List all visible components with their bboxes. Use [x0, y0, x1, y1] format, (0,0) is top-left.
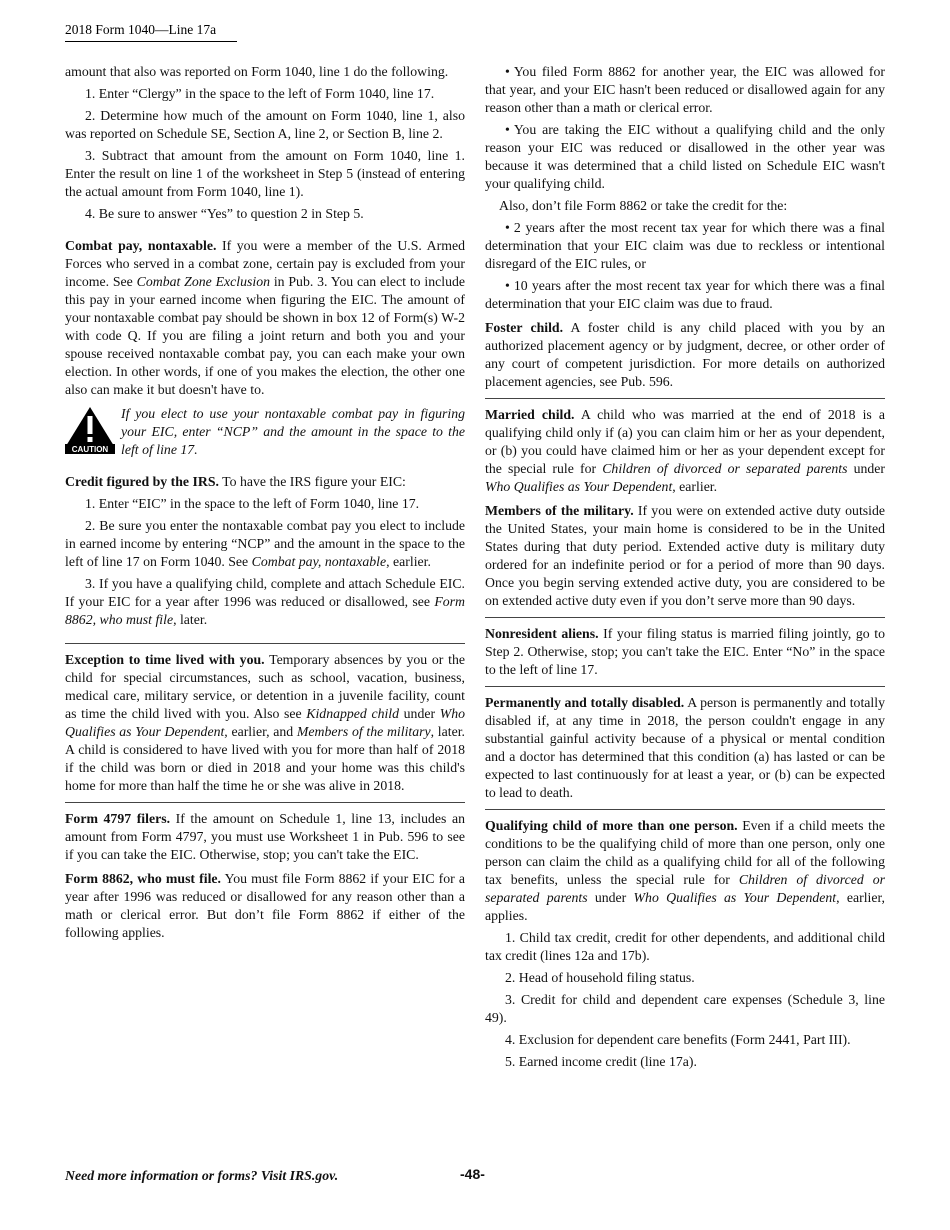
- exception-ref-2: Who Qualifies as Your Dependent: [65, 706, 465, 739]
- qualifying-ref-1: Children of divorced or separated parents: [485, 872, 885, 905]
- bullet-item: • 2 years after the most recent tax year for which there was a final determination that your EIC claim was due to reckless or intentional disregard of the EIC rules, or: [485, 220, 885, 271]
- form4797-text: If the amount on Schedule 1, line 13, includes an amount from Form 4797, you must use Worksheet 1 in Pub. 596 to see if you can take the EIC. Otherwise, stop; you can't take the EIC.: [65, 811, 466, 862]
- married-text-1: A child who was married at the end of 2018 is a qualifying child only if (a) you can claim him or her as your dependent, or (b) you could have claimed him or her as your dependent except for the special rule for: [485, 407, 885, 476]
- step3-ref: Form 8862, who must file: [65, 594, 465, 627]
- credit-irs-heading: Credit figured by the IRS.: [65, 474, 219, 489]
- exception-text-1: Temporary absences by you or the child for special circumstances, such as school, vacation, business, medical care, military service, or detention in a juvenile facility, count as time the child lived with you. Also see: [65, 652, 465, 721]
- married-text-3: , earlier.: [672, 479, 718, 494]
- clergy-step-2: 2. Determine how much of the amount on Form 1040, line 1, also was reported on Schedule SE, Section A, line 2, or Section B, line 2.: [65, 108, 465, 141]
- caution-icon-label: CAUTION: [71, 445, 109, 454]
- exception-paragraph: [65, 643, 465, 795]
- nonresident-text: If your filing status is married filing jointly, go to Step 2. Otherwise, stop; you can't take the EIC. Enter “No” in the space to the left of line 17.: [485, 626, 885, 677]
- page-number: -48-: [460, 1166, 485, 1182]
- left-column: [65, 63, 465, 946]
- combat-pay-paragraph: [65, 237, 465, 399]
- military-text: If you were on extended active duty outside the United States, your main home is considered to be in the United States during that duty period. Extended active duty is military duty ordered for an indefinite period or for a period of more than 90 days. Once you begin serving extended active duty, you are considered to be on extended active duty even if you don’t serve more than 90 days.: [485, 503, 886, 608]
- footer-note: Need more information or forms? Visit IRS.gov.: [65, 1168, 339, 1183]
- combat-text-2: in Pub. 3. You can elect to include this pay in your earned income when figuring the EIC. The amount of your nontaxable combat pay should be shown in box 12 of Form(s) W-2 with code Q. If you are filing a joint return and both you and your spouse received nontaxable combat pay, you can each make your own election. In other words, if one of you makes the election, the other one also can make it but doesn't have to.: [65, 274, 466, 397]
- bullet-item: • You are taking the EIC without a qualifying child and the only reason your EIC was reduced or disallowed in the other year was because it was determined that a child listed on Schedule EIC wasn't your qualifying child.: [485, 122, 885, 191]
- qualifying-text-3: , earlier, applies.: [485, 890, 885, 923]
- clergy-step-1: 1. Enter “Clergy” in the space to the left of Form 1040, line 17.: [85, 86, 435, 101]
- qualifying-item: 4. Exclusion for dependent care benefits (Form 2441, Part III).: [505, 1032, 851, 1047]
- nonresident-heading: Nonresident aliens.: [485, 626, 599, 641]
- step2-text-a: 2. Be sure you enter the nontaxable combat pay you elect to include in earned income by entering “NCP” and the amount in the space to the left of line 17 on Form 1040. See: [65, 518, 465, 569]
- nonresident-paragraph: [485, 617, 885, 679]
- qualifying-ref-2: Who Qualifies as Your Dependent: [633, 890, 837, 905]
- header-rule: [65, 41, 237, 42]
- step3-text-b: , later.: [173, 612, 208, 627]
- exception-heading: Exception to time lived with you.: [65, 652, 265, 667]
- credit-irs-step-1: 1. Enter “EIC” in the space to the left of Form 1040, line 17.: [85, 496, 420, 511]
- exception-ref-1: Kidnapped child: [306, 706, 400, 721]
- married-ref-2: Who Qualifies as Your Dependent: [485, 479, 673, 494]
- qualifying-item: 1. Child tax credit, credit for other dependents, and additional child tax credit (lines 12a and 17b).: [485, 930, 885, 963]
- clergy-step-4: 4. Be sure to answer “Yes” to question 2 in Step 5.: [85, 206, 364, 221]
- exception-text-3: , earlier, and: [224, 724, 297, 739]
- qualifying-item: 5. Earned income credit (line 17a).: [505, 1054, 697, 1069]
- credit-irs-paragraph: [65, 473, 465, 491]
- qualifying-text-1: Even if a child meets the conditions to be the qualifying child of more than one person, only one person can claim the child as a qualifying child for all of the following tax benefits, unless the special rule for: [485, 818, 885, 887]
- military-heading: Members of the military.: [485, 503, 634, 518]
- bullet-text: You filed Form 8862 for another year, the EIC was allowed for that year, and your EIC hasn't been reduced or disallowed again for any reason other than a math or clerical error.: [485, 64, 885, 115]
- caution-icon: [65, 406, 115, 454]
- bullet-text: You are taking the EIC without a qualifying child and the only reason your EIC was reduced or disallowed in the other year was because it was determined that a child listed on Schedule EIC wasn't your qualifying child.: [485, 122, 885, 191]
- right-column: [485, 63, 885, 1075]
- qualifying-item: 2. Head of household filing status.: [505, 970, 695, 985]
- qualifying-paragraph: [485, 809, 885, 925]
- running-header: 2018 Form 1040—Line 17a: [65, 22, 217, 37]
- bullet-text: 10 years after the most recent tax year for which there was a final determination that your EIC claim was due to fraud.: [485, 278, 885, 311]
- married-heading: Married child.: [485, 407, 575, 422]
- foster-heading: Foster child.: [485, 320, 564, 335]
- military-paragraph: [485, 502, 885, 610]
- married-text-2: under: [847, 461, 885, 476]
- foster-paragraph: [485, 319, 885, 391]
- bullet-item: • 10 years after the most recent tax year for which there was a final determination that your EIC claim was due to fraud.: [485, 278, 885, 311]
- also-paragraph: Also, don’t file Form 8862 or take the credit for the:: [499, 198, 788, 213]
- step2-ref: Combat pay, nontaxable: [251, 554, 387, 569]
- credit-irs-text: To have the IRS figure your EIC:: [218, 474, 406, 489]
- form8862-heading: Form 8862, who must file.: [65, 871, 221, 886]
- credit-irs-step-3: [65, 575, 465, 629]
- intro-paragraph: amount that also was reported on Form 1040, line 1 do the following.: [65, 64, 449, 79]
- bullet-item: • You filed Form 8862 for another year, the EIC was allowed for that year, and your EIC hasn't been reduced or disallowed again for any reason other than a math or clerical error.: [485, 64, 885, 115]
- foster-text: A foster child is any child placed with you by an authorized placement agency or by judgment, decree, or other order of any court of competent jurisdiction. For more details on authorized placement agencies, see Pub. 596.: [485, 320, 886, 389]
- form4797-paragraph: [65, 802, 465, 864]
- exception-text-2: under: [399, 706, 440, 721]
- clergy-step-3: 3. Subtract that amount from the amount on Form 1040, line 1. Enter the result on line 1 of the worksheet in Step 5 (instead of entering the actual amount from Form 1040, line 1).: [65, 148, 465, 199]
- form8862-paragraph: [65, 870, 465, 942]
- married-ref-1: Children of divorced or separated parents: [602, 461, 848, 476]
- bullet-text: 2 years after the most recent tax year for which there was a final determination that your EIC claim was due to reckless or intentional disregard of the EIC rules, or: [485, 220, 885, 271]
- disabled-heading: Permanently and totally disabled.: [485, 695, 685, 710]
- form4797-heading: Form 4797 filers.: [65, 811, 171, 826]
- form8862-text: You must file Form 8862 if your EIC for a year after 1996 was reduced or disallowed for any reason other than a math or clerical error. But don’t file Form 8862 if either of the following applies.: [65, 871, 465, 940]
- caution-box: [65, 405, 465, 459]
- qualifying-text-2: under: [587, 890, 634, 905]
- qualifying-heading: Qualifying child of more than one person.: [485, 818, 738, 833]
- exception-ref-3: Members of the military: [296, 724, 431, 739]
- step2-text-b: , earlier.: [386, 554, 431, 569]
- exception-text-4: , later. A child is considered to have lived with you for more than half of 2018 if the child was born or died in 2018 and your home was this child's home for more than half the time he or she was alive in 2018.: [65, 724, 465, 793]
- disabled-text: A person is permanently and totally disabled if, at any time in 2018, the person couldn't engage in any substantial gainful activity because of a physical or mental condition and a doctor has determined that this condition (a) has lasted or can be expected to last continuously for at least a year, or (b) can be expected to lead to death.: [485, 695, 885, 800]
- credit-irs-step-2: [65, 517, 465, 571]
- step3-text-a: 3. If you have a qualifying child, complete and attach Schedule EIC. If your EIC for a year after 1996 was reduced or disallowed, see: [65, 576, 465, 609]
- combat-text-1: If you were a member of the U.S. Armed Forces who served in a combat zone, certain pay is excluded from your income. See: [65, 238, 465, 289]
- combat-pay-heading: Combat pay, nontaxable.: [65, 238, 217, 253]
- married-paragraph: [485, 398, 885, 496]
- combat-zone-ref: Combat Zone Exclusion: [136, 274, 270, 289]
- caution-text: If you elect to use your nontaxable combat pay in figuring your EIC, enter “NCP” and the amount in the space to the left of line 17.: [121, 406, 465, 457]
- disabled-paragraph: [485, 686, 885, 802]
- qualifying-item: 3. Credit for child and dependent care expenses (Schedule 3, line 49).: [485, 992, 885, 1025]
